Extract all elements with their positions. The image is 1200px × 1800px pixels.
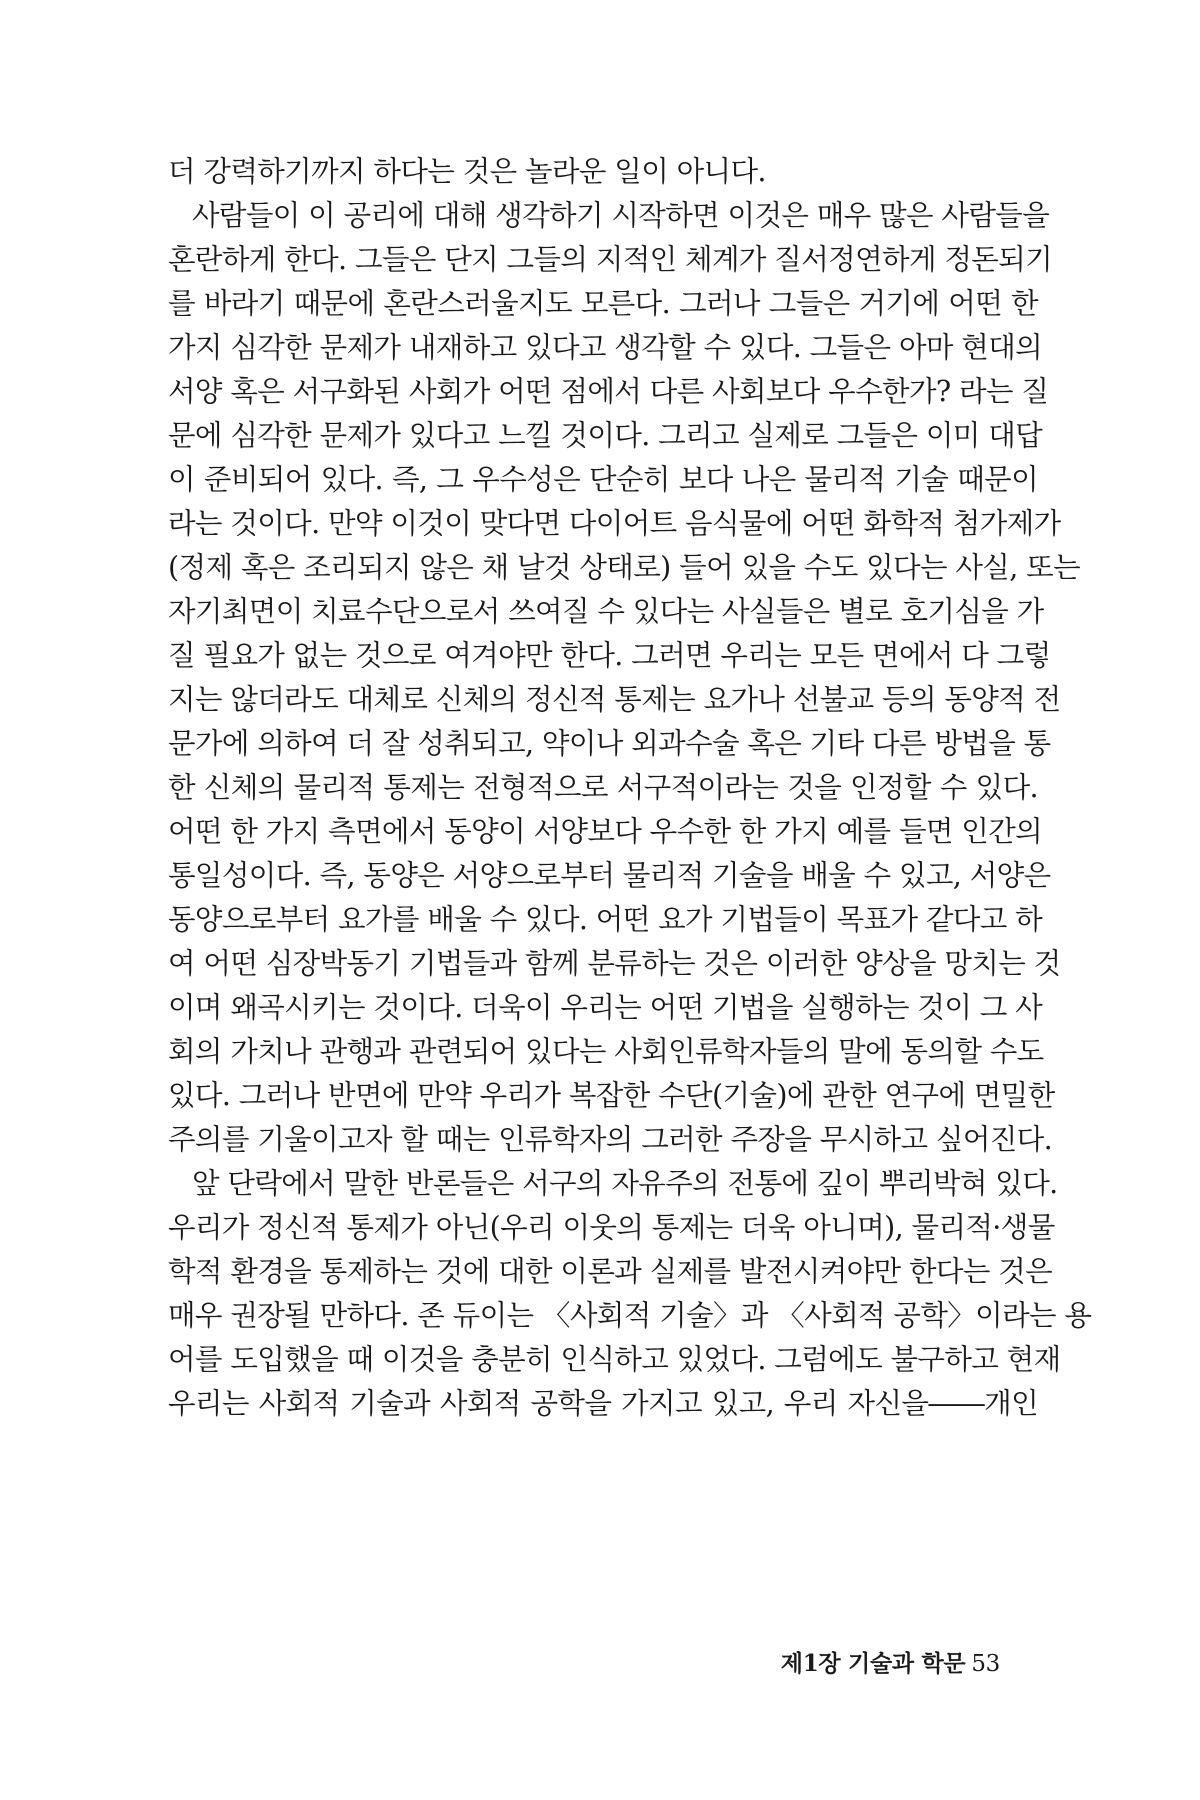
text-line: 어를 도입했을 때 이것을 충분히 인식하고 있었다. 그럼에도 불구하고 현재 [168,1343,1061,1376]
text-line: 학적 환경을 통제하는 것에 대한 이론과 실제를 발전시켜야만 한다는 것은 [168,1255,1053,1288]
text-line: 자기최면이 치료수단으로서 쓰여질 수 있다는 사실들은 별로 호기심을 가 [168,595,1044,628]
text-line: 회의 가치나 관행과 관련되어 있다는 사회인류학자들의 말에 동의할 수도 [168,1035,1044,1068]
text-line: 를 바라기 때문에 혼란스러울지도 모른다. 그러나 그들은 거기에 어떤 한 [168,287,1038,320]
text-line: 우리는 사회적 기술과 사회적 공학을 가지고 있고, 우리 자신을――개인 [168,1387,1038,1420]
text-line: 이 준비되어 있다. 즉, 그 우수성은 단순히 보다 나은 물리적 기술 때문이 [168,463,1038,496]
text-line: 서양 혹은 서구화된 사회가 어떤 점에서 다른 사회보다 우수한가? 라는 질 [168,375,1049,408]
text-line: 라는 것이다. 만약 이것이 맞다면 다이어트 음식물에 어떤 화학적 첨가제가 [168,507,1061,540]
text-line: 통일성이다. 즉, 동양은 서양으로부터 물리적 기술을 배울 수 있고, 서양은 [168,859,1051,892]
text-line: 이며 왜곡시키는 것이다. 더욱이 우리는 어떤 기법을 실행하는 것이 그 사 [168,991,1043,1024]
text-line: 문에 심각한 문제가 있다고 느낄 것이다. 그리고 실제로 그들은 이미 대답 [168,419,1043,452]
text-line: 지는 않더라도 대체로 신체의 정신적 통제는 요가나 선불교 등의 동양적 전 [168,683,1061,716]
text-line: 문가에 의하여 더 잘 성취되고, 약이나 외과수술 혹은 기타 다른 방법을 통 [168,727,1051,760]
text-line: 사람들이 이 공리에 대해 생각하기 시작하면 이것은 매우 많은 사람들을 [192,199,1050,232]
text-line: 우리가 정신적 통제가 아닌(우리 이웃의 통제는 더욱 아니며), 물리적·생물 [168,1211,1055,1244]
text-line: 앞 단락에서 말한 반론들은 서구의 자유주의 전통에 깊이 뿌리박혀 있다. [192,1167,1058,1200]
page-footer [781,1645,1000,1678]
text-line: 혼란하게 한다. 그들은 단지 그들의 지적인 체계가 질서정연하게 정돈되기 [168,243,1053,276]
text-line: 더 강력하기까지 하다는 것은 놀라운 일이 아니다. [168,155,766,188]
text-line: 어떤 한 가지 측면에서 동양이 서양보다 우수한 한 가지 예를 들면 인간의 [168,815,1043,848]
text-line: 동양으로부터 요가를 배울 수 있다. 어떤 요가 기법들이 목표가 같다고 하 [168,903,1043,936]
text-line: 질 필요가 없는 것으로 여겨야만 한다. 그러면 우리는 모든 면에서 다 그렇 [168,639,1051,672]
chapter-title: 제1장 기술과 학문 [780,1650,966,1677]
text-line: 매우 권장될 만하다. 존 듀이는 〈사회적 기술〉과 〈사회적 공학〉이라는 용 [168,1299,1092,1332]
text-line: 있다. 그러나 반면에 만약 우리가 복잡한 수단(기술)에 관한 연구에 면밀한 [168,1079,1055,1112]
body-text [168,150,1092,1426]
text-line: (정제 혹은 조리되지 않은 채 날것 상태로) 들어 있을 수도 있다는 사실, 또는 [168,551,1081,584]
text-line: 한 신체의 물리적 통제는 전형적으로 서구적이라는 것을 인정할 수 있다. [168,771,1038,804]
text-line: 가지 심각한 문제가 내재하고 있다고 생각할 수 있다. 그들은 아마 현대의 [168,331,1043,364]
text-line: 주의를 기울이고자 할 때는 인류학자의 그러한 주장을 무시하고 싶어진다. [168,1123,1053,1156]
page-number: 53 [971,1651,1000,1677]
text-line: 여 어떤 심장박동기 기법들과 함께 분류하는 것은 이러한 양상을 망치는 것 [168,947,1061,980]
